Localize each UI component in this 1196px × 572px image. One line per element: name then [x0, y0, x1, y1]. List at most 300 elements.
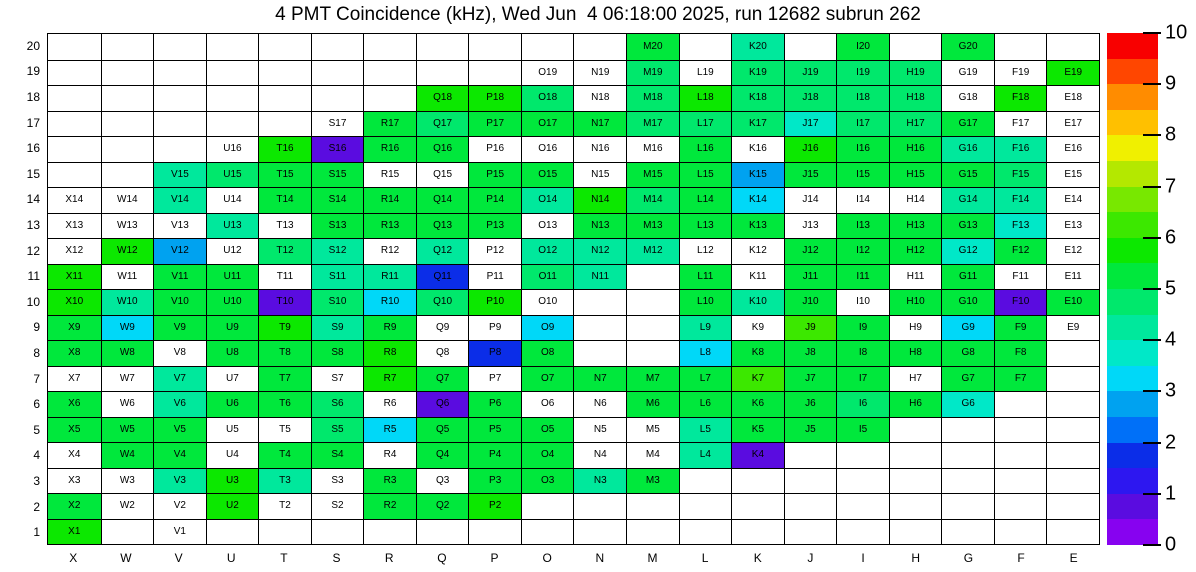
heatmap-cell-Q13	[416, 213, 469, 239]
cell-label: Q10	[433, 296, 453, 308]
cell-label: P11	[486, 270, 504, 282]
cell-label: S15	[328, 168, 347, 180]
heatmap-cell-L4	[679, 442, 732, 468]
heatmap-cell-G15	[941, 162, 994, 188]
heatmap-cell-W17	[101, 111, 154, 137]
cell-label: I8	[858, 347, 868, 359]
heatmap-cell-F4	[994, 442, 1047, 468]
heatmap-cell-S12	[311, 238, 364, 264]
heatmap-cell-N13	[573, 213, 626, 239]
heatmap-cell-J18	[784, 85, 837, 111]
x-tick-label-V: V	[174, 551, 183, 565]
heatmap-cell-K10	[731, 289, 784, 315]
colorbar-band-17	[1107, 84, 1158, 110]
cell-label: S7	[331, 372, 344, 384]
heatmap-cell-V13	[153, 213, 206, 239]
cell-label: E14	[1064, 194, 1083, 206]
cell-label: T6	[279, 398, 291, 410]
heatmap-cell-V17	[153, 111, 206, 137]
heatmap-cell-R16	[363, 136, 416, 162]
heatmap-cell-K6	[731, 391, 784, 417]
heatmap-cell-U5	[206, 417, 259, 443]
heatmap-cell-J9	[784, 315, 837, 341]
cell-label: U12	[223, 245, 242, 257]
cell-label: P9	[489, 321, 502, 333]
cell-label: N13	[591, 219, 610, 231]
heatmap-cell-M15	[626, 162, 679, 188]
cell-label: F12	[1012, 245, 1030, 257]
cell-label: T15	[276, 168, 294, 180]
heatmap-cell-U15	[206, 162, 259, 188]
cell-label: I17	[856, 117, 870, 129]
heatmap-cell-P9	[468, 315, 521, 341]
cell-label: U6	[226, 398, 239, 410]
cell-label: N12	[591, 245, 610, 257]
heatmap-cell-X19	[48, 60, 101, 86]
heatmap-cell-E4	[1046, 442, 1099, 468]
heatmap-cell-S19	[311, 60, 364, 86]
cell-label: J10	[802, 296, 819, 308]
heatmap-cell-U7	[206, 366, 259, 392]
heatmap-cell-O7	[521, 366, 574, 392]
cell-label: W11	[117, 270, 138, 282]
heatmap-cell-X9	[48, 315, 101, 341]
heatmap-cell-S7	[311, 366, 364, 392]
heatmap-cell-I17	[836, 111, 889, 137]
heatmap-cell-T12	[258, 238, 311, 264]
heatmap-cell-S8	[311, 340, 364, 366]
heatmap-cell-L2	[679, 493, 732, 519]
cell-label: R11	[381, 270, 399, 282]
heatmap-cell-V20	[153, 34, 206, 60]
heatmap-cell-Q5	[416, 417, 469, 443]
cell-label: G9	[961, 321, 975, 333]
cell-label: O12	[538, 245, 558, 257]
cell-label: J13	[802, 219, 819, 231]
y-tick-label-9: 9	[33, 320, 40, 335]
cell-label: O4	[541, 449, 555, 461]
heatmap-cell-G8	[941, 340, 994, 366]
heatmap-cell-H18	[889, 85, 942, 111]
cell-label: X9	[68, 321, 81, 333]
heatmap-cell-N7	[573, 366, 626, 392]
cell-label: U16	[223, 143, 242, 155]
heatmap-cell-I9	[836, 315, 889, 341]
cell-label: R12	[380, 245, 400, 257]
cell-label: H7	[909, 372, 922, 384]
heatmap-cell-W8	[101, 340, 154, 366]
cell-label: M12	[643, 245, 663, 257]
heatmap-cell-S3	[311, 468, 364, 494]
heatmap-cell-H10	[889, 289, 942, 315]
cell-label: K5	[751, 423, 765, 435]
cell-label: T5	[279, 423, 291, 435]
heatmap-cell-T20	[258, 34, 311, 60]
cell-label: L14	[697, 194, 714, 206]
heatmap-cell-O8	[521, 340, 574, 366]
heatmap-cell-X12	[48, 238, 101, 264]
heatmap-cell-W5	[101, 417, 154, 443]
cell-label: W10	[117, 296, 138, 308]
cell-label: I13	[856, 219, 870, 231]
heatmap-cell-H11	[889, 264, 942, 290]
cell-label: T4	[279, 449, 291, 461]
cell-label: X5	[68, 423, 81, 435]
cell-label: R8	[383, 347, 397, 359]
heatmap-cell-J13	[784, 213, 837, 239]
x-tick-label-P: P	[490, 551, 499, 565]
heatmap-cell-T13	[258, 213, 311, 239]
heatmap-cell-H1	[889, 519, 942, 545]
cell-label: I16	[856, 143, 870, 155]
cell-label: J18	[802, 92, 819, 104]
colorbar-band-16	[1107, 110, 1158, 136]
cell-label: I11	[856, 270, 870, 282]
colorbar-tick-label-1: 1	[1165, 482, 1177, 505]
cell-label: P4	[489, 449, 502, 461]
cell-label: Q13	[433, 219, 453, 231]
heatmap-cell-T3	[258, 468, 311, 494]
cell-label: J17	[802, 117, 819, 129]
heatmap-cell-Q11	[416, 264, 469, 290]
cell-label: K12	[749, 245, 767, 257]
heatmap-cell-I19	[836, 60, 889, 86]
cell-label: S8	[331, 347, 344, 359]
heatmap-cell-K8	[731, 340, 784, 366]
heatmap-cell-N12	[573, 238, 626, 264]
cell-label: X2	[68, 500, 81, 512]
cell-label: N7	[593, 372, 607, 384]
heatmap-cell-U9	[206, 315, 259, 341]
cell-label: H8	[909, 347, 922, 359]
heatmap-cell-Q14	[416, 187, 469, 213]
heatmap-cell-E11	[1046, 264, 1099, 290]
cell-label: X3	[68, 474, 81, 486]
colorbar-tick	[1143, 134, 1161, 136]
heatmap-cell-X3	[48, 468, 101, 494]
y-tick-label-5: 5	[33, 422, 40, 437]
heatmap-cell-O19	[521, 60, 574, 86]
colorbar-band-7	[1107, 340, 1158, 366]
cell-label: U7	[226, 372, 239, 384]
colorbar-tick	[1143, 186, 1161, 188]
heatmap-cell-E7	[1046, 366, 1099, 392]
heatmap-cell-S5	[311, 417, 364, 443]
cell-label: V9	[173, 321, 186, 333]
heatmap-cell-E2	[1046, 493, 1099, 519]
heatmap-cell-J14	[784, 187, 837, 213]
y-tick-label-15: 15	[26, 166, 40, 181]
cell-label: U10	[223, 296, 242, 308]
cell-label: S3	[331, 474, 344, 486]
colorbar-tick-label-4: 4	[1165, 328, 1177, 351]
heatmap-cell-I3	[836, 468, 889, 494]
heatmap-cell-K17	[731, 111, 784, 137]
cell-label: Q8	[435, 347, 450, 359]
heatmap-cell-G4	[941, 442, 994, 468]
heatmap-cell-O12	[521, 238, 574, 264]
heatmap-cell-J17	[784, 111, 837, 137]
cell-label: X11	[65, 270, 83, 282]
heatmap-cell-X18	[48, 85, 101, 111]
heatmap-cell-U1	[206, 519, 259, 545]
heatmap-cell-E10	[1046, 289, 1099, 315]
cell-label: J8	[805, 347, 816, 359]
colorbar-tick-label-10: 10	[1165, 21, 1188, 44]
x-tick-label-X: X	[69, 551, 78, 565]
heatmap-cell-R9	[363, 315, 416, 341]
heatmap-cell-F8	[994, 340, 1047, 366]
heatmap-cell-T5	[258, 417, 311, 443]
heatmap-cell-M14	[626, 187, 679, 213]
y-tick-label-16: 16	[26, 141, 40, 156]
heatmap-cell-X16	[48, 136, 101, 162]
heatmap-cell-Q8	[416, 340, 469, 366]
cell-label: G16	[958, 143, 978, 155]
heatmap-cell-K18	[731, 85, 784, 111]
heatmap-cell-Q3	[416, 468, 469, 494]
heatmap-cell-J4	[784, 442, 837, 468]
heatmap-cell-V11	[153, 264, 206, 290]
colorbar-tick	[1143, 83, 1161, 85]
heatmap-cell-F11	[994, 264, 1047, 290]
cell-label: O17	[538, 117, 558, 129]
cell-label: Q16	[433, 143, 453, 155]
heatmap-cell-T8	[258, 340, 311, 366]
heatmap-cell-O2	[521, 493, 574, 519]
heatmap-cell-H17	[889, 111, 942, 137]
cell-label: L12	[697, 245, 714, 257]
heatmap-cell-F19	[994, 60, 1047, 86]
cell-label: I19	[856, 66, 870, 78]
heatmap-cell-S11	[311, 264, 364, 290]
colorbar-tick	[1143, 442, 1161, 444]
cell-label: P16	[486, 143, 505, 155]
heatmap-cell-L16	[679, 136, 732, 162]
heatmap-cell-R3	[363, 468, 416, 494]
cell-label: R17	[380, 117, 400, 129]
heatmap-cell-K2	[731, 493, 784, 519]
heatmap-cell-P15	[468, 162, 521, 188]
colorbar-band-12	[1107, 212, 1158, 238]
heatmap-cell-L15	[679, 162, 732, 188]
cell-label: G13	[958, 219, 978, 231]
cell-label: P8	[489, 347, 502, 359]
heatmap-cell-F10	[994, 289, 1047, 315]
cell-label: W13	[117, 219, 138, 231]
y-tick-label-14: 14	[26, 192, 40, 207]
heatmap-cell-G16	[941, 136, 994, 162]
heatmap-cell-R20	[363, 34, 416, 60]
cell-label: J6	[805, 398, 816, 410]
cell-label: I5	[858, 423, 868, 435]
heatmap-cell-J1	[784, 519, 837, 545]
y-tick-label-18: 18	[26, 90, 40, 104]
heatmap-cell-R11	[363, 264, 416, 290]
colorbar-tick-label-8: 8	[1165, 123, 1177, 146]
cell-label: T11	[276, 270, 294, 282]
cell-label: K18	[749, 92, 767, 104]
cell-label: J19	[802, 66, 819, 78]
heatmap-cell-K11	[731, 264, 784, 290]
heatmap-cell-R19	[363, 60, 416, 86]
cell-label: G8	[961, 347, 975, 359]
cell-label: F15	[1012, 168, 1030, 180]
cell-label: N19	[591, 66, 610, 78]
colorbar-tick-label-7: 7	[1165, 175, 1177, 198]
heatmap-cell-R6	[363, 391, 416, 417]
cell-label: T14	[276, 194, 294, 206]
chart-title: 4 PMT Coincidence (kHz), Wed Jun 4 06:18:00 2025, run 12682 subrun 262	[275, 4, 921, 25]
cell-label: I7	[858, 372, 868, 384]
heatmap-cell-F13	[994, 213, 1047, 239]
cell-label: J5	[805, 423, 816, 435]
heatmap-cell-U12	[206, 238, 259, 264]
heatmap-cell-Q4	[416, 442, 469, 468]
heatmap-cell-U20	[206, 34, 259, 60]
cell-label: I20	[856, 40, 870, 52]
heatmap-cell-T17	[258, 111, 311, 137]
heatmap-cell-I8	[836, 340, 889, 366]
heatmap-cell-G20	[941, 34, 994, 60]
cell-label: V6	[173, 398, 186, 410]
cell-label: H6	[909, 398, 922, 410]
heatmap-cell-V6	[153, 391, 206, 417]
colorbar-tick-label-5: 5	[1165, 277, 1177, 300]
heatmap-cell-R12	[363, 238, 416, 264]
cell-label: F13	[1012, 219, 1030, 231]
heatmap-cell-E8	[1046, 340, 1099, 366]
heatmap-cell-V14	[153, 187, 206, 213]
cell-label: T9	[279, 321, 291, 333]
heatmap-cell-K19	[731, 60, 784, 86]
cell-label: L9	[699, 321, 711, 333]
heatmap-cell-O1	[521, 519, 574, 545]
colorbar-band-5	[1107, 391, 1158, 417]
cell-label: Q11	[433, 270, 452, 282]
heatmap-cell-J12	[784, 238, 837, 264]
cell-label: L16	[697, 143, 714, 155]
heatmap-cell-P16	[468, 136, 521, 162]
cell-label: W2	[119, 500, 135, 512]
cell-label: N17	[591, 117, 610, 129]
cell-label: K11	[749, 270, 767, 282]
heatmap-cell-K7	[731, 366, 784, 392]
heatmap-cell-S18	[311, 85, 364, 111]
heatmap-cell-S17	[311, 111, 364, 137]
cell-label: E19	[1064, 66, 1083, 78]
cell-label: V11	[171, 270, 189, 282]
heatmap-cell-N9	[573, 315, 626, 341]
cell-label: P18	[486, 92, 505, 104]
heatmap-cell-H14	[889, 187, 942, 213]
heatmap-cell-M1	[626, 519, 679, 545]
colorbar-band-14	[1107, 161, 1158, 187]
cell-label: F10	[1012, 296, 1030, 308]
heatmap-cell-V15	[153, 162, 206, 188]
heatmap-cell-F16	[994, 136, 1047, 162]
colorbar-tick-label-9: 9	[1165, 72, 1177, 95]
cell-label: G11	[959, 270, 978, 282]
heatmap-cell-M3	[626, 468, 679, 494]
heatmap-cell-S14	[311, 187, 364, 213]
cell-label: I10	[856, 296, 870, 308]
heatmap-cell-X2	[48, 493, 101, 519]
cell-label: G20	[958, 40, 978, 52]
cell-label: N5	[593, 423, 607, 435]
colorbar-band-6	[1107, 366, 1158, 392]
heatmap-cell-P3	[468, 468, 521, 494]
heatmap-cell-N5	[573, 417, 626, 443]
heatmap-cell-P17	[468, 111, 521, 137]
cell-label: K6	[751, 398, 765, 410]
cell-label: H18	[906, 92, 925, 104]
cell-label: Q14	[433, 194, 453, 206]
cell-label: W6	[119, 398, 135, 410]
cell-label: Q18	[433, 92, 453, 104]
cell-label: H10	[906, 296, 925, 308]
x-tick-label-I: I	[861, 551, 865, 565]
heatmap-cell-N14	[573, 187, 626, 213]
heatmap-cell-R7	[363, 366, 416, 392]
heatmap-cell-V1	[153, 519, 206, 545]
cell-label: F19	[1012, 66, 1030, 78]
cell-label: O14	[538, 194, 558, 206]
cell-label: X4	[68, 449, 81, 461]
x-tick-label-F: F	[1017, 551, 1025, 565]
cell-label: R6	[383, 398, 397, 410]
heatmap-cell-U3	[206, 468, 259, 494]
heatmap-cell-V19	[153, 60, 206, 86]
heatmap-cell-J15	[784, 162, 837, 188]
heatmap-cell-J7	[784, 366, 837, 392]
heatmap-cell-X5	[48, 417, 101, 443]
colorbar-band-1	[1107, 494, 1158, 520]
cell-label: P3	[489, 474, 502, 486]
heatmap-cell-P5	[468, 417, 521, 443]
cell-label: V14	[170, 194, 189, 206]
cell-label: X13	[65, 219, 84, 231]
colorbar-band-0	[1107, 519, 1158, 545]
cell-label: S2	[331, 500, 344, 512]
heatmap-cell-X6	[48, 391, 101, 417]
heatmap-cell-S1	[311, 519, 364, 545]
heatmap-cell-L3	[679, 468, 732, 494]
heatmap-cell-H13	[889, 213, 942, 239]
cell-label: X10	[65, 296, 84, 308]
heatmap-cell-L6	[679, 391, 732, 417]
heatmap-cell-M9	[626, 315, 679, 341]
heatmap-cell-H8	[889, 340, 942, 366]
cell-label: O11	[538, 270, 557, 282]
heatmap-cell-L14	[679, 187, 732, 213]
cell-label: E16	[1064, 143, 1083, 155]
cell-label: W12	[117, 245, 138, 257]
colorbar-band-4	[1107, 417, 1158, 443]
heatmap-cell-K12	[731, 238, 784, 264]
heatmap-cell-N15	[573, 162, 626, 188]
cell-label: Q4	[435, 449, 450, 461]
heatmap-cell-H5	[889, 417, 942, 443]
heatmap-cell-K4	[731, 442, 784, 468]
heatmap-cell-W3	[101, 468, 154, 494]
cell-label: T7	[279, 372, 291, 384]
heatmap-cell-K14	[731, 187, 784, 213]
heatmap-cell-X11	[48, 264, 101, 290]
x-tick-label-W: W	[120, 551, 132, 565]
heatmap-cell-Q1	[416, 519, 469, 545]
heatmap-cell-X14	[48, 187, 101, 213]
